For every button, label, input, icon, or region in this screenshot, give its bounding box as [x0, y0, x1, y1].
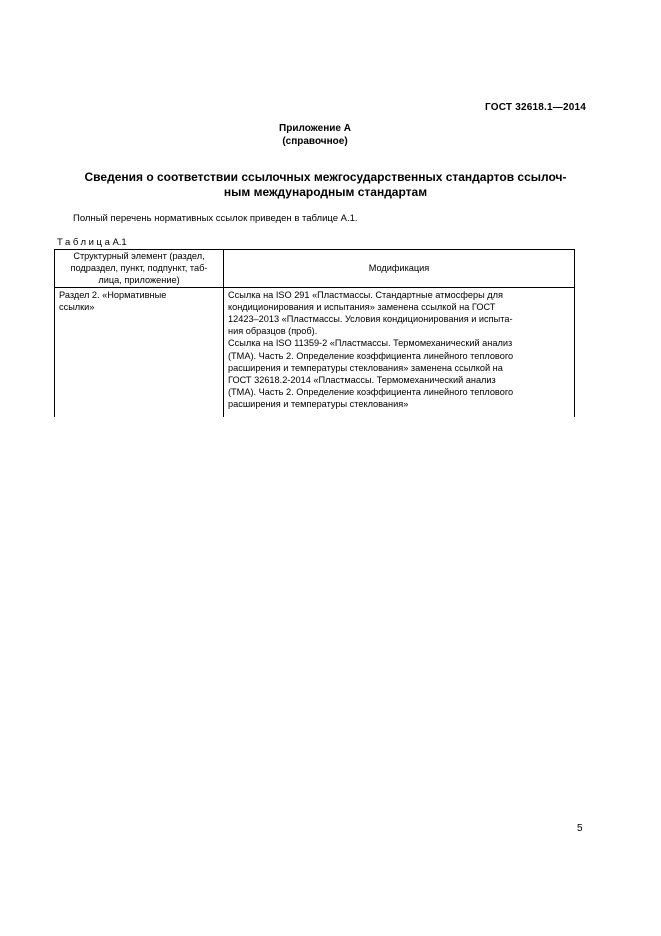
- appendix-subtitle: (справочное): [282, 136, 348, 147]
- intro-paragraph: Полный перечень нормативных ссылок приведен в таблице А.1.: [73, 213, 358, 224]
- references-table: [54, 249, 575, 417]
- page-number: 5: [577, 823, 583, 834]
- appendix-title: Приложение А: [279, 123, 351, 134]
- main-title-line-2: ным международным стандартам: [223, 185, 428, 199]
- table-caption-number: А.1: [112, 237, 127, 248]
- header-structural-element: Структурный элемент (раздел, подраздел, пункт, подпункт, таб- лица, приложение): [55, 250, 224, 288]
- cell-modification: Ссылка на ISO 291 «Пластмассы. Стандартные атмосферы для кондиционирования и испытания» заменена ссылкой на ГОСТ 12423–2013 «Пластмассы. Условия кондиционирования и испыта- ния образцов (проб). Ссылка на ISO 11359-2 «Пластмассы. Термомеханический анализ (ТМА). Часть 2. Определение коэффициента линейного теплового расширения и температуры стеклования» заменена ссылкой на ГОСТ 32618.2-2014 «Пластмассы. Термомеханический анализ (ТМА). Часть 2. Определение коэффициента линейного теплового расширения и температуры стеклования»: [224, 287, 575, 417]
- table-caption-word: Таблица: [57, 237, 113, 248]
- table-header-row: [55, 250, 575, 288]
- cell-structural-element: Раздел 2. «Нормативные ссылки»: [55, 287, 224, 417]
- document-code: ГОСТ 32618.1—2014: [485, 102, 586, 113]
- main-title-line-1: Сведения о соответствии ссылочных межгосударственных стандартов ссылоч-: [84, 170, 567, 184]
- table-row: [55, 287, 575, 417]
- appendix-heading: [0, 122, 630, 148]
- main-title: [53, 170, 598, 200]
- table-caption: [57, 237, 127, 248]
- header-modification: Модификация: [224, 250, 575, 288]
